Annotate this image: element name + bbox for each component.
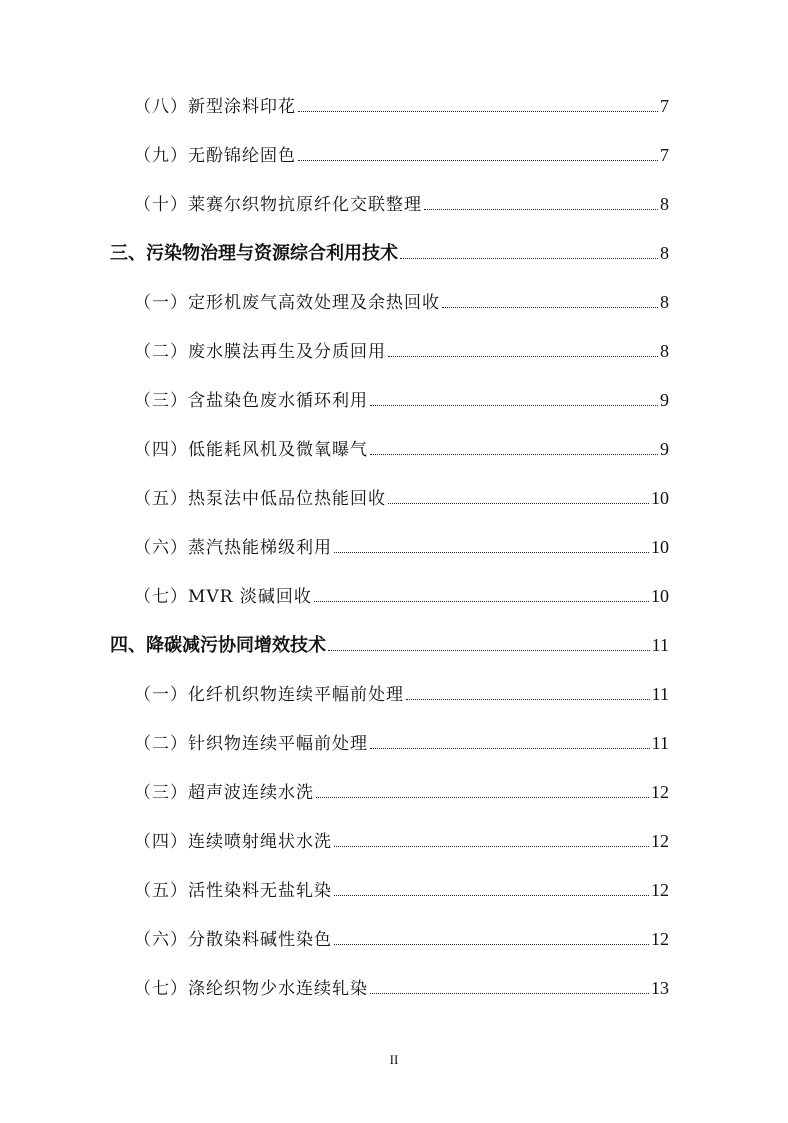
toc-entry-title: （十）莱赛尔织物抗原纤化交联整理: [134, 195, 422, 215]
toc-entry-title: （八）新型涂料印花: [134, 97, 296, 117]
dot-leader: [328, 650, 650, 651]
toc-entry-page-number: 7: [660, 145, 669, 165]
toc-entry-title: 三、污染物治理与资源综合利用技术: [110, 243, 398, 264]
toc-entry[interactable]: [134, 486, 669, 510]
toc-entry[interactable]: [134, 388, 669, 412]
toc-entry-page-number: 8: [660, 194, 669, 214]
toc-entry-title: （五）活性染料无盐轧染: [134, 881, 332, 901]
toc-entry-title: 四、降碳减污协同增效技术: [110, 635, 326, 656]
toc-entry[interactable]: [134, 339, 669, 363]
toc-entry-page-number: 12: [651, 831, 669, 851]
toc-entry-title: （四）连续喷射绳状水洗: [134, 832, 332, 852]
toc-entry-page-number: 12: [651, 880, 669, 900]
toc-entry-page-number: 11: [651, 684, 669, 704]
dot-leader: [388, 503, 649, 504]
dot-leader: [400, 258, 658, 259]
toc-entry[interactable]: [134, 682, 669, 706]
toc-entry-page-number: 11: [651, 635, 669, 655]
toc-entry-page-number: 10: [651, 537, 669, 557]
toc-entry[interactable]: [134, 290, 669, 314]
toc-section-heading[interactable]: [110, 633, 669, 657]
toc-entry[interactable]: [134, 535, 669, 559]
dot-leader: [370, 993, 649, 994]
toc-entry[interactable]: [134, 878, 669, 902]
dot-leader: [334, 552, 649, 553]
toc-entry-page-number: 11: [651, 733, 669, 753]
toc-entry-page-number: 8: [660, 341, 669, 361]
dot-leader: [334, 895, 649, 896]
dot-leader: [388, 356, 658, 357]
toc-entry-title: （七）涤纶织物少水连续轧染: [134, 979, 368, 999]
toc-entry-title: （一）定形机废气高效处理及余热回收: [134, 293, 440, 313]
dot-leader: [370, 405, 658, 406]
dot-leader: [424, 209, 658, 210]
dot-leader: [370, 748, 650, 749]
dot-leader: [316, 797, 649, 798]
toc-entry-title: （二）废水膜法再生及分质回用: [134, 342, 386, 362]
toc-entry[interactable]: [134, 829, 669, 853]
toc-entry[interactable]: [134, 143, 669, 167]
toc-entry-title: （七）MVR 淡碱回收: [134, 587, 312, 607]
dot-leader: [442, 307, 658, 308]
dot-leader: [298, 160, 658, 161]
toc-entry-page-number: 13: [651, 978, 669, 998]
toc-entry-title: （一）化纤机织物连续平幅前处理: [134, 685, 404, 705]
toc-entry-title: （二）针织物连续平幅前处理: [134, 734, 368, 754]
dot-leader: [406, 699, 650, 700]
toc-entry-title: （九）无酚锦纶固色: [134, 146, 296, 166]
dot-leader: [314, 601, 649, 602]
toc-entry-page-number: 9: [660, 439, 669, 459]
toc-entry[interactable]: [134, 192, 669, 216]
toc-entry-title: （六）分散染料碱性染色: [134, 930, 332, 950]
toc-entry-page-number: 10: [651, 488, 669, 508]
toc-entry[interactable]: [134, 94, 669, 118]
toc-section-heading[interactable]: [110, 241, 669, 265]
dot-leader: [334, 846, 649, 847]
dot-leader: [298, 111, 658, 112]
toc-entry[interactable]: [134, 437, 669, 461]
toc-entry-page-number: 7: [660, 96, 669, 116]
toc-entry[interactable]: [134, 927, 669, 951]
toc-entry[interactable]: [134, 731, 669, 755]
toc-entry-title: （四）低能耗风机及微氧曝气: [134, 440, 368, 460]
toc-entry-title: （三）超声波连续水洗: [134, 783, 314, 803]
toc-entry-page-number: 10: [651, 586, 669, 606]
toc-entry-page-number: 12: [651, 929, 669, 949]
page-footer-number: II: [389, 1052, 399, 1067]
toc-entry-page-number: 9: [660, 390, 669, 410]
toc-entry-page-number: 12: [651, 782, 669, 802]
toc-entry-title: （六）蒸汽热能梯级利用: [134, 538, 332, 558]
toc-entry[interactable]: [134, 976, 669, 1000]
toc-entry-title: （五）热泵法中低品位热能回收: [134, 489, 386, 509]
toc-entry[interactable]: [134, 780, 669, 804]
toc-entry-page-number: 8: [660, 243, 669, 263]
toc-entry-title: （三）含盐染色废水循环利用: [134, 391, 368, 411]
dot-leader: [334, 944, 649, 945]
toc-entry[interactable]: [134, 584, 669, 608]
dot-leader: [370, 454, 658, 455]
toc-entry-page-number: 8: [660, 292, 669, 312]
